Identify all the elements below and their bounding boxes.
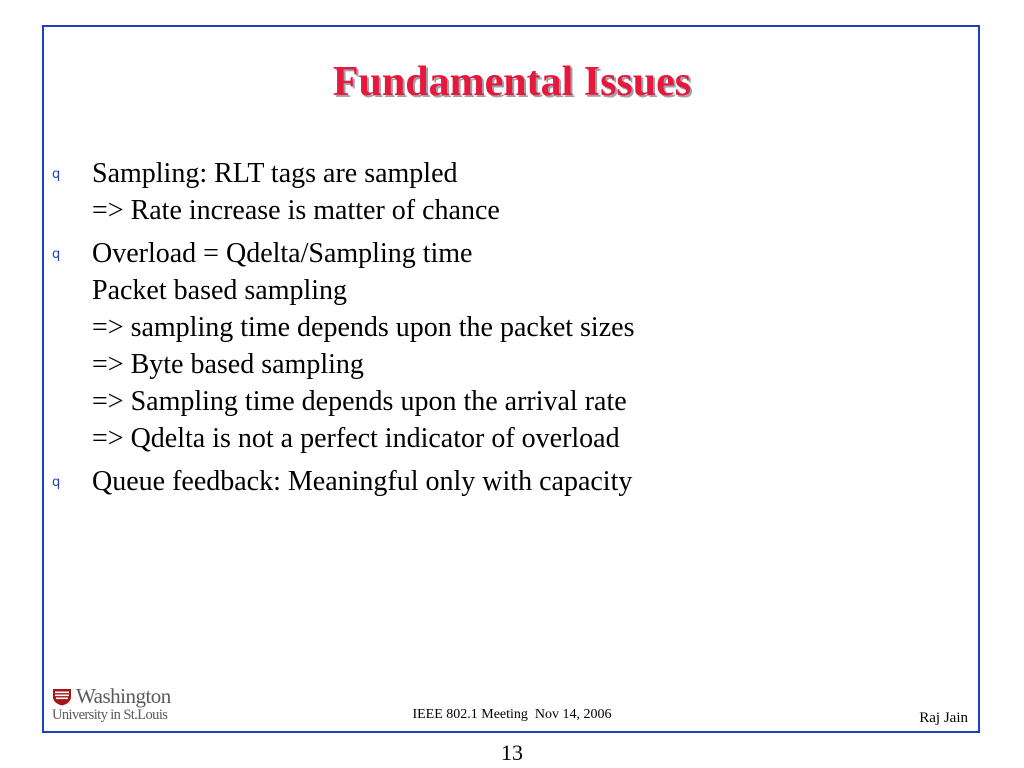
shield-icon — [52, 688, 72, 706]
footer-author: Raj Jain — [919, 710, 968, 726]
bullet-line: => sampling time depends upon the packet sizes — [92, 312, 635, 343]
bullet-item — [52, 463, 932, 500]
footer-meeting-info: IEEE 802.1 Meeting Nov 14, 2006 — [412, 707, 612, 722]
logo-subtitle: University in St.Louis — [52, 707, 168, 723]
bullet-line: => Byte based sampling — [92, 349, 364, 380]
bullet-line: Sampling: RLT tags are sampled — [92, 158, 458, 189]
bullet-line: => Qdelta is not a perfect indicator of overload — [92, 423, 620, 454]
bullet-item — [52, 155, 932, 229]
bullet-line: Queue feedback: Meaningful only with capacity — [92, 466, 633, 497]
bullet-marker: q — [52, 475, 61, 490]
slide-title: Fundamental Issues — [332, 59, 692, 105]
bullet-line: Overload = Qdelta/Sampling time — [92, 238, 473, 269]
bullet-marker: q — [52, 167, 61, 182]
logo-wordmark: Washington — [76, 684, 171, 708]
bullet-list — [52, 155, 932, 506]
bullet-line: => Rate increase is matter of chance — [92, 195, 500, 226]
bullet-item — [52, 235, 932, 457]
bullet-line: => Sampling time depends upon the arrival rate — [92, 386, 627, 417]
bullet-line: Packet based sampling — [92, 275, 348, 306]
page-number: 13 — [501, 740, 523, 765]
bullet-marker: q — [52, 247, 61, 262]
